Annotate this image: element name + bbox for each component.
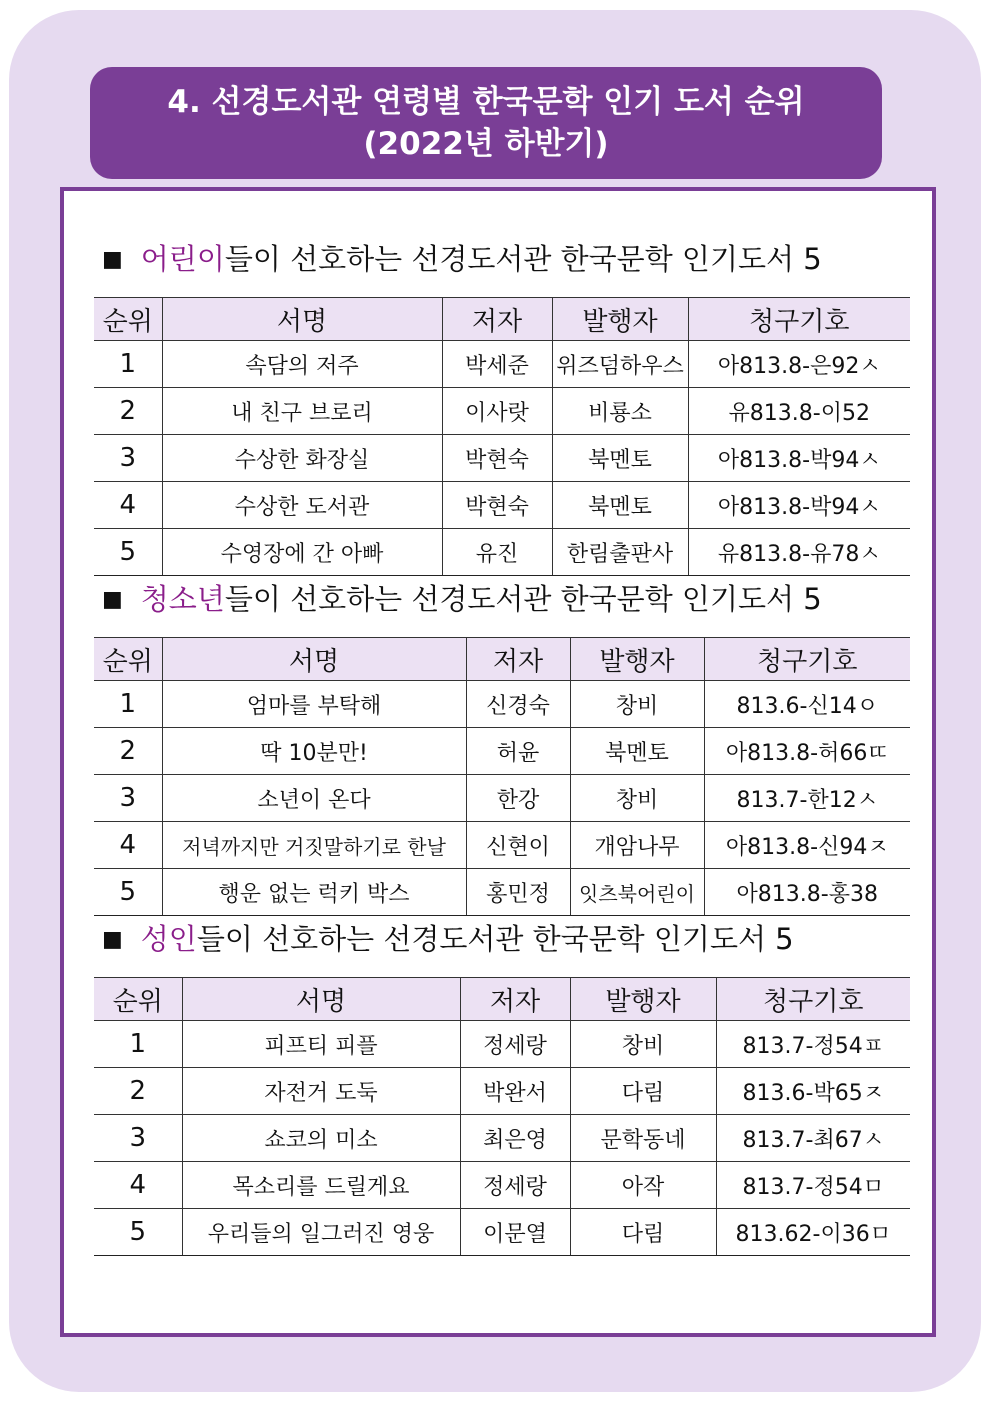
- rank-cell: 4: [94, 822, 162, 869]
- section-highlight: 어린이: [140, 242, 225, 276]
- call-number-cell: 813.7-최67ㅅ: [716, 1115, 910, 1162]
- publisher-cell: 창비: [570, 681, 704, 728]
- author-cell: 박현숙: [442, 435, 552, 482]
- publisher-cell: 위즈덤하우스: [552, 341, 688, 388]
- author-cell: 정세랑: [460, 1021, 570, 1068]
- call-number-cell: 813.62-이36ㅁ: [716, 1209, 910, 1256]
- book-title-cell: 자전거 도둑: [182, 1068, 460, 1115]
- table-row: [94, 1021, 910, 1068]
- header-publisher: 발행자: [570, 638, 704, 681]
- header-rank: 순위: [94, 638, 162, 681]
- book-title-cell: 우리들의 일그러진 영웅: [182, 1209, 460, 1256]
- publisher-cell: 아작: [570, 1162, 716, 1209]
- book-title-cell: 행운 없는 럭키 박스: [162, 869, 466, 916]
- book-title-cell: 딱 10분만!: [162, 728, 466, 775]
- rank-cell: 5: [94, 1209, 182, 1256]
- call-number-cell: 유813.8-이52: [688, 388, 910, 435]
- call-number-cell: 유813.8-유78ㅅ: [688, 529, 910, 576]
- ranking-table-children: [94, 297, 910, 576]
- author-cell: 홍민정: [466, 869, 570, 916]
- rank-cell: 1: [94, 1021, 182, 1068]
- publisher-cell: 창비: [570, 775, 704, 822]
- header-title: 서명: [162, 298, 442, 341]
- rank-cell: 5: [94, 529, 162, 576]
- square-bullet-icon: ■: [102, 587, 123, 612]
- table-row: [94, 1068, 910, 1115]
- author-cell: 허윤: [466, 728, 570, 775]
- header-author: 저자: [466, 638, 570, 681]
- table-header-row: [94, 638, 910, 681]
- author-cell: 최은영: [460, 1115, 570, 1162]
- table-row: [94, 822, 910, 869]
- rank-cell: 2: [94, 1068, 182, 1115]
- table-row: [94, 388, 910, 435]
- call-number-cell: 아813.8-신94ㅈ: [704, 822, 910, 869]
- title-banner: [90, 67, 882, 179]
- table-row: [94, 435, 910, 482]
- header-call-number: 청구기호: [716, 978, 910, 1021]
- title-line-2: (2022년 하반기): [363, 126, 609, 162]
- header-title: 서명: [162, 638, 466, 681]
- section-highlight: 청소년: [140, 582, 225, 616]
- table-row: [94, 1162, 910, 1209]
- section-highlight: 성인: [140, 922, 197, 956]
- table-row: [94, 482, 910, 529]
- book-title-cell: 수상한 화장실: [162, 435, 442, 482]
- section-heading-children: [102, 239, 822, 280]
- book-title-cell: 내 친구 브로리: [162, 388, 442, 435]
- header-publisher: 발행자: [570, 978, 716, 1021]
- header-title: 서명: [182, 978, 460, 1021]
- call-number-cell: 아813.8-박94ㅅ: [688, 482, 910, 529]
- call-number-cell: 아813.8-박94ㅅ: [688, 435, 910, 482]
- ranking-table-adults: [94, 977, 910, 1256]
- header-rank: 순위: [94, 298, 162, 341]
- publisher-cell: 개암나무: [570, 822, 704, 869]
- rank-cell: 3: [94, 1115, 182, 1162]
- table-header-row: [94, 298, 910, 341]
- table-header-row: [94, 978, 910, 1021]
- table-row: [94, 1115, 910, 1162]
- author-cell: 박완서: [460, 1068, 570, 1115]
- call-number-cell: 813.7-한12ㅅ: [704, 775, 910, 822]
- header-author: 저자: [460, 978, 570, 1021]
- publisher-cell: 한림출판사: [552, 529, 688, 576]
- call-number-cell: 813.7-정54ㅁ: [716, 1162, 910, 1209]
- section-heading-text: 들이 선호하는 선경도서관 한국문학 인기도서 5: [196, 922, 794, 956]
- author-cell: 박세준: [442, 341, 552, 388]
- header-publisher: 발행자: [552, 298, 688, 341]
- title-line-1: 4. 선경도서관 연령별 한국문학 인기 도서 순위: [167, 84, 805, 120]
- table-row: [94, 681, 910, 728]
- rank-cell: 1: [94, 681, 162, 728]
- book-title-cell: 수상한 도서관: [162, 482, 442, 529]
- book-title-cell: 피프티 피플: [182, 1021, 460, 1068]
- publisher-cell: 비룡소: [552, 388, 688, 435]
- author-cell: 정세랑: [460, 1162, 570, 1209]
- book-title-cell: 저녁까지만 거짓말하기로 한날: [162, 822, 466, 869]
- call-number-cell: 813.6-박65ㅈ: [716, 1068, 910, 1115]
- rank-cell: 3: [94, 775, 162, 822]
- author-cell: 이사랏: [442, 388, 552, 435]
- rank-cell: 3: [94, 435, 162, 482]
- call-number-cell: 아813.8-은92ㅅ: [688, 341, 910, 388]
- header-author: 저자: [442, 298, 552, 341]
- rank-cell: 5: [94, 869, 162, 916]
- call-number-cell: 813.7-정54ㅍ: [716, 1021, 910, 1068]
- book-title-cell: 쇼코의 미소: [182, 1115, 460, 1162]
- rank-cell: 1: [94, 341, 162, 388]
- section-heading-adults: [102, 919, 794, 960]
- publisher-cell: 다림: [570, 1209, 716, 1256]
- table-row: [94, 341, 910, 388]
- author-cell: 유진: [442, 529, 552, 576]
- square-bullet-icon: ■: [102, 247, 123, 272]
- rank-cell: 4: [94, 1162, 182, 1209]
- rank-cell: 2: [94, 388, 162, 435]
- publisher-cell: 창비: [570, 1021, 716, 1068]
- header-call-number: 청구기호: [704, 638, 910, 681]
- book-title-cell: 엄마를 부탁해: [162, 681, 466, 728]
- publisher-cell: 북멘토: [552, 435, 688, 482]
- rank-cell: 2: [94, 728, 162, 775]
- call-number-cell: 813.6-신14ㅇ: [704, 681, 910, 728]
- table-row: [94, 1209, 910, 1256]
- publisher-cell: 북멘토: [570, 728, 704, 775]
- header-rank: 순위: [94, 978, 182, 1021]
- author-cell: 이문열: [460, 1209, 570, 1256]
- book-title-cell: 목소리를 드릴게요: [182, 1162, 460, 1209]
- section-heading-youth: [102, 579, 822, 620]
- book-title-cell: 소년이 온다: [162, 775, 466, 822]
- square-bullet-icon: ■: [102, 927, 123, 952]
- section-heading-text: 들이 선호하는 선경도서관 한국문학 인기도서 5: [224, 242, 822, 276]
- section-heading-text: 들이 선호하는 선경도서관 한국문학 인기도서 5: [224, 582, 822, 616]
- publisher-cell: 잇츠북어린이: [570, 869, 704, 916]
- content-panel: [60, 187, 936, 1337]
- publisher-cell: 북멘토: [552, 482, 688, 529]
- author-cell: 신현이: [466, 822, 570, 869]
- table-row: [94, 775, 910, 822]
- ranking-table-youth: [94, 637, 910, 916]
- author-cell: 박현숙: [442, 482, 552, 529]
- book-title-cell: 속담의 저주: [162, 341, 442, 388]
- call-number-cell: 아813.8-홍38: [704, 869, 910, 916]
- header-call-number: 청구기호: [688, 298, 910, 341]
- author-cell: 신경숙: [466, 681, 570, 728]
- publisher-cell: 다림: [570, 1068, 716, 1115]
- table-row: [94, 869, 910, 916]
- author-cell: 한강: [466, 775, 570, 822]
- call-number-cell: 아813.8-허66ㄸ: [704, 728, 910, 775]
- publisher-cell: 문학동네: [570, 1115, 716, 1162]
- rank-cell: 4: [94, 482, 162, 529]
- table-row: [94, 728, 910, 775]
- book-title-cell: 수영장에 간 아빠: [162, 529, 442, 576]
- table-row: [94, 529, 910, 576]
